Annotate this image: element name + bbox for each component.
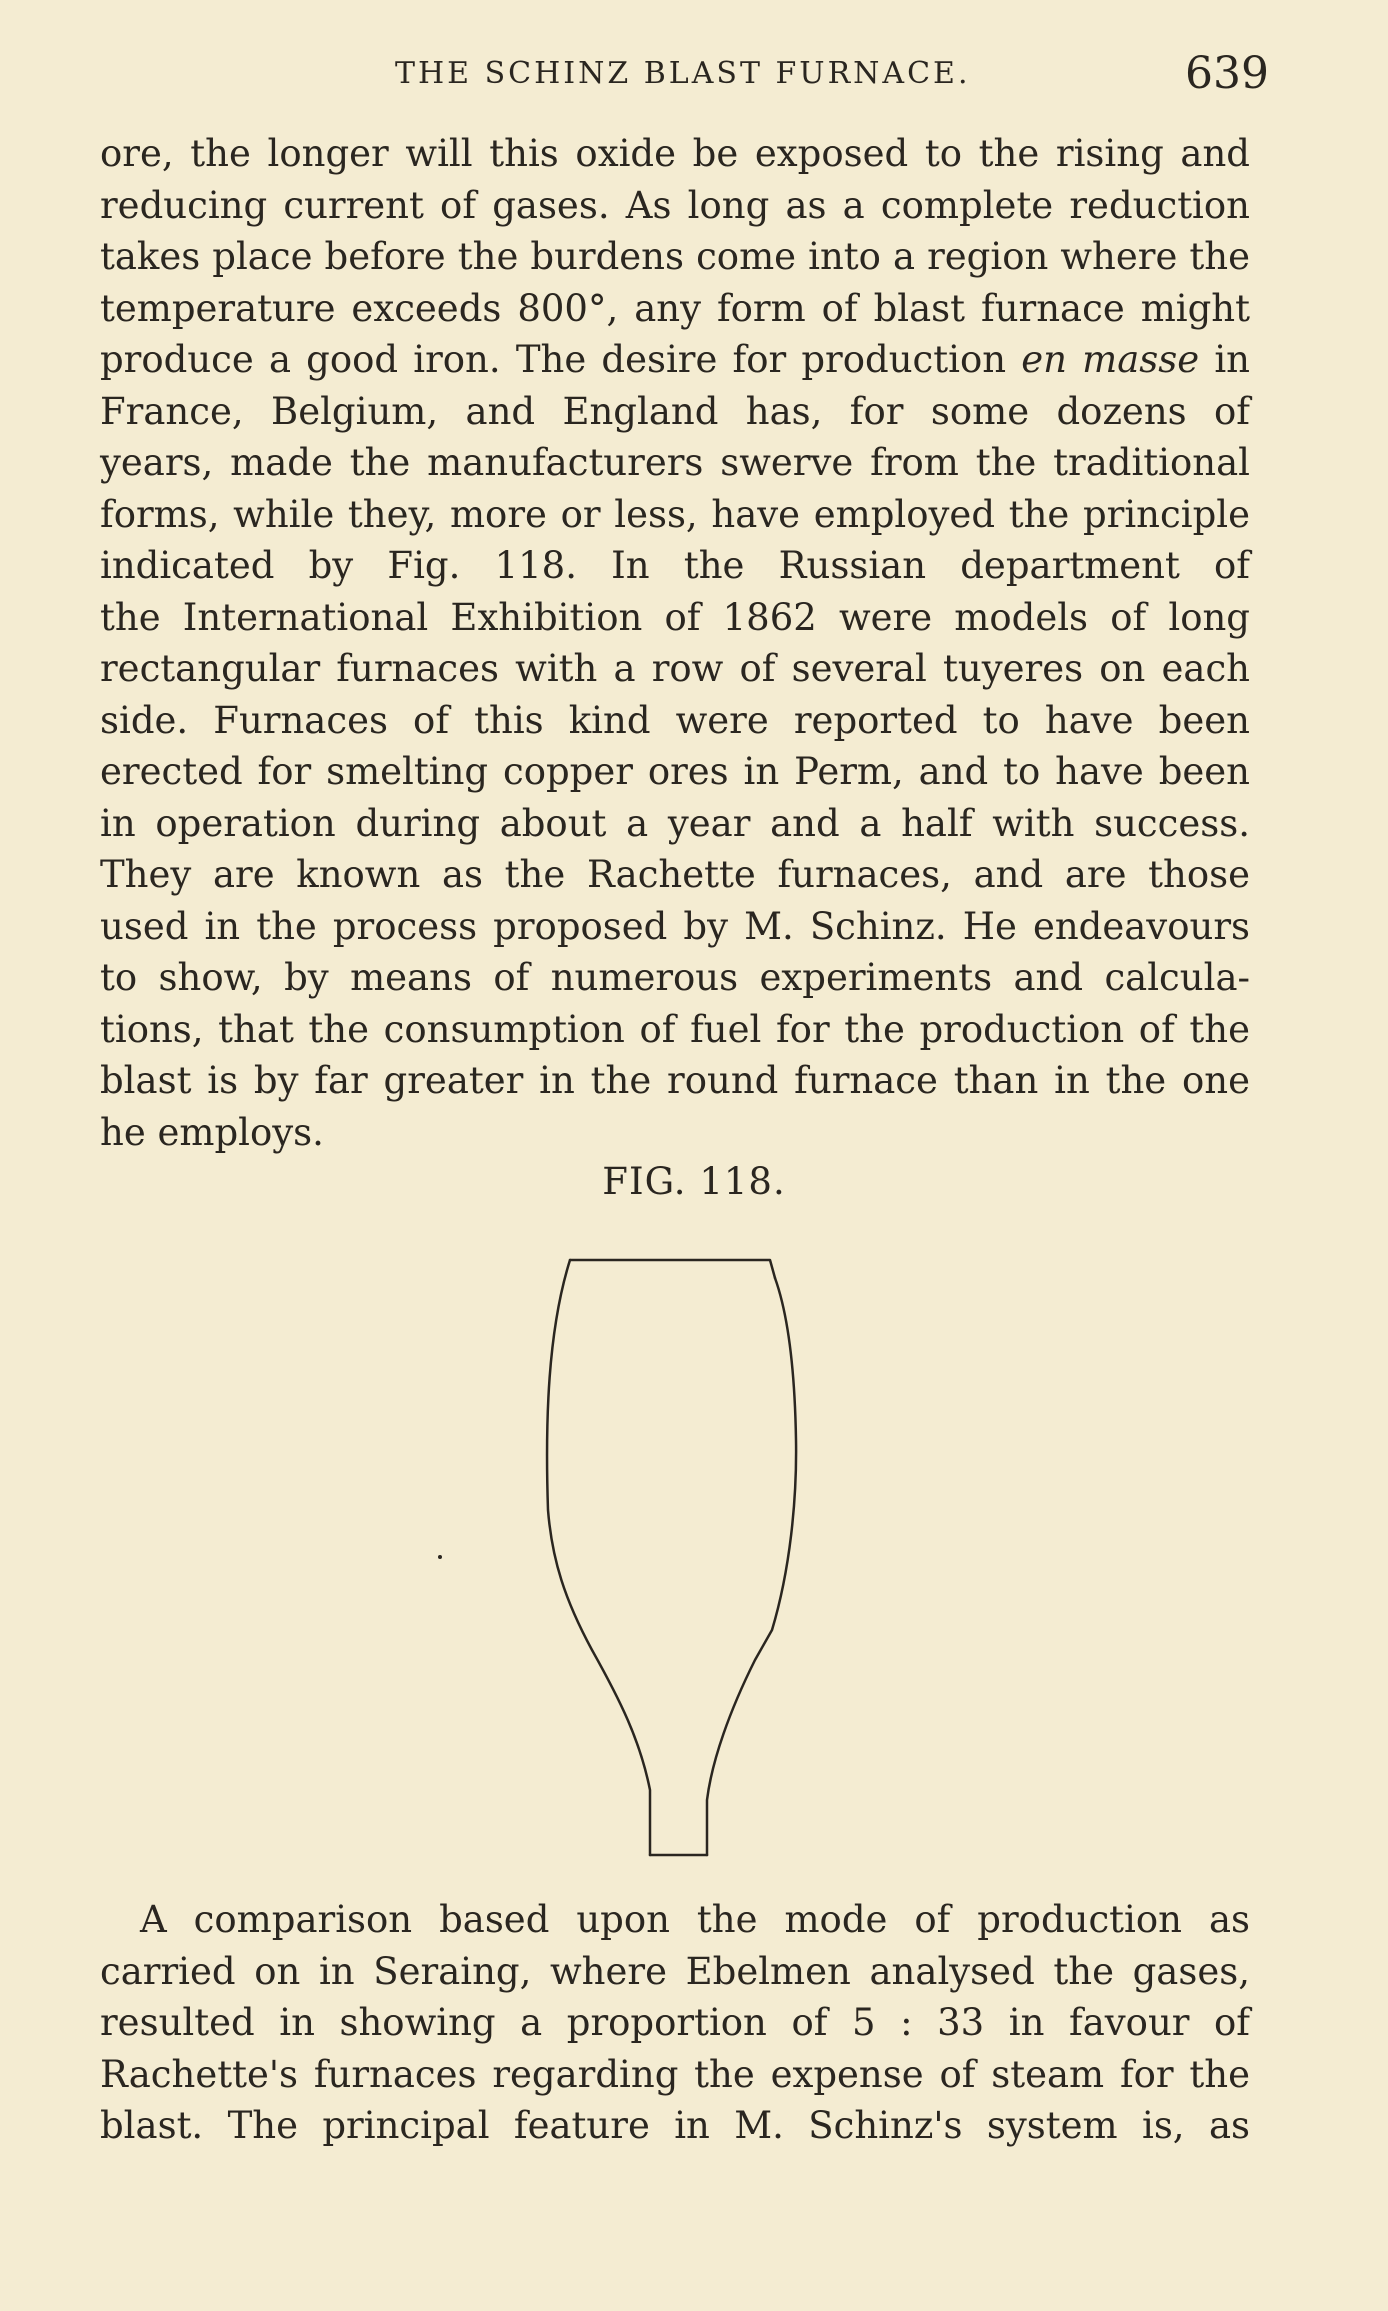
text-line: blast. The principal feature in M. Schinz's system is, as xyxy=(100,2104,1250,2147)
text-line: takes place before the burdens come into a region where the xyxy=(100,235,1250,278)
text-segment: produce a good iron. The desire for production xyxy=(100,338,1007,381)
figure-caption: FIG. 118. xyxy=(602,1160,786,1203)
text-line: indicated by Fig. 118. In the Russian department of xyxy=(100,544,1250,587)
text-line: in operation during about a year and a half with success. xyxy=(100,801,1250,845)
text-line: to show, by means of numerous experiments and calcula- xyxy=(100,956,1250,999)
paragraph-2 xyxy=(100,1894,1250,2152)
furnace-right-wall xyxy=(707,1278,796,1855)
page-number: 639 xyxy=(1185,48,1269,99)
text-line: tions, that the consumption of fuel for the production of the xyxy=(100,1007,1250,1051)
text-line: ore, the longer will this oxide be exposed to the rising and xyxy=(100,132,1250,175)
text-line: reducing current of gases. As long as a complete reduction xyxy=(100,183,1250,227)
text-line: They are known as the Rachette furnaces, and are those xyxy=(100,853,1250,896)
text-line: years, made the manufacturers swerve from the traditional xyxy=(100,441,1250,484)
text-line: France, Belgium, and England has, for some dozens of xyxy=(100,389,1250,433)
text-line: the International Exhibition of 1862 were models of long xyxy=(100,595,1250,639)
paragraph-1 xyxy=(100,128,1250,1158)
text-line xyxy=(100,334,1250,386)
page-header xyxy=(0,48,1388,108)
text-line: used in the process proposed by M. Schinz. He endeavours xyxy=(100,904,1250,948)
text-line: carried on in Seraing, where Ebelmen analysed the gases, xyxy=(100,1949,1250,1993)
text-line: erected for smelting copper ores in Perm, and to have been xyxy=(100,750,1250,793)
text-line: resulted in showing a proportion of 5 : 33 in favour of xyxy=(100,2001,1250,2044)
text-line: he employs. xyxy=(100,1110,324,1154)
italic-phrase: en masse xyxy=(1021,338,1200,381)
ink-dot xyxy=(438,1555,442,1559)
furnace-throat-line xyxy=(570,1260,775,1278)
text-line: side. Furnaces of this kind were reported to have been xyxy=(100,698,1250,742)
furnace-profile-drawing xyxy=(420,1240,840,1880)
furnace-left-wall xyxy=(547,1260,650,1855)
text-line: blast is by far greater in the round furnace than in the one xyxy=(100,1059,1250,1102)
furnace-profile-figure xyxy=(420,1240,840,1884)
text-line: rectangular furnaces with a row of several tuyeres on each xyxy=(100,647,1250,690)
text-line: Rachette's furnaces regarding the expense of steam for the xyxy=(100,2052,1250,2096)
text-line: temperature exceeds 800°, any form of blast furnace might xyxy=(100,286,1250,330)
running-title: THE SCHINZ BLAST FURNACE. xyxy=(395,56,971,91)
text-segment: in xyxy=(1199,338,1250,381)
text-line: forms, while they, more or less, have employed the principle xyxy=(100,492,1250,536)
text-line: A comparison based upon the mode of production as xyxy=(140,1898,1250,1941)
